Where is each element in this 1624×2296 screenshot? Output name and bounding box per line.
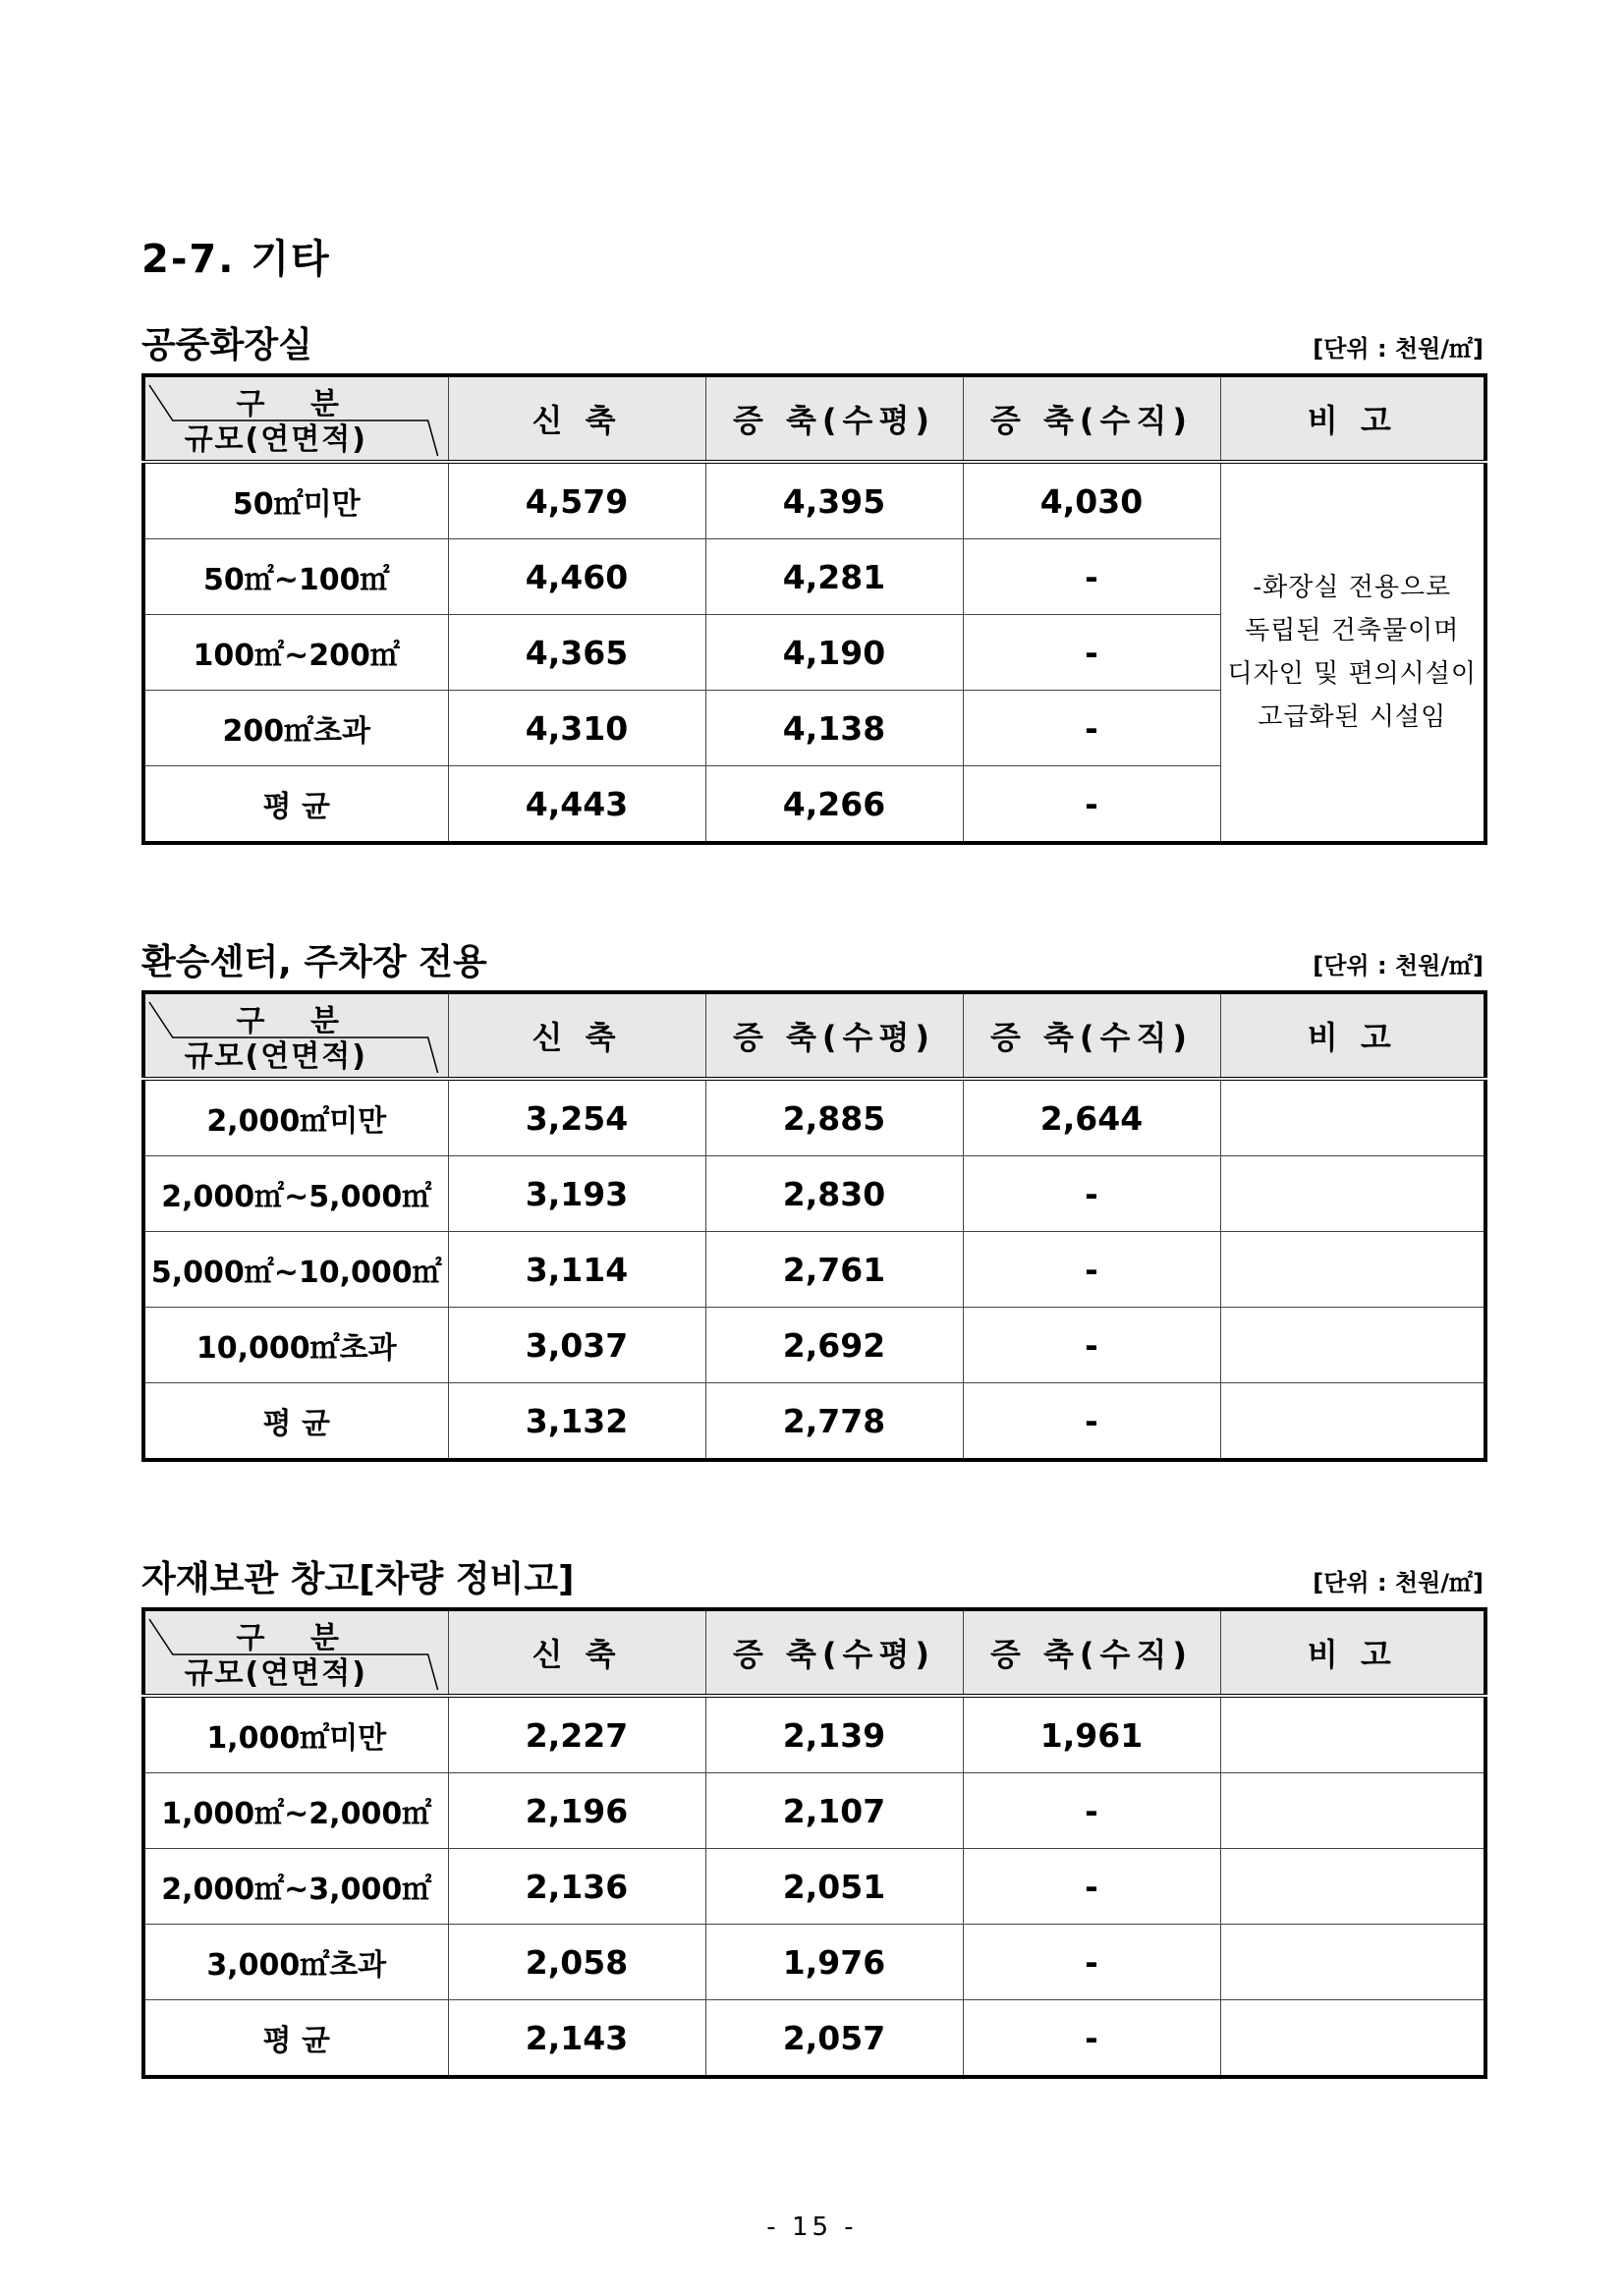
corner-top-label: 구 분 [236, 1004, 357, 1038]
table-row [143, 462, 1485, 539]
scale-cell: 10,000㎡초과 [143, 1308, 448, 1383]
corner-bottom-label: 규모(연면적) [184, 422, 367, 457]
table-title: 자재보관 창고[차량 정비고] [141, 1559, 575, 1599]
cost-table [141, 1607, 1487, 2079]
ext-vertical-cell: - [963, 1773, 1220, 1849]
ext-vertical-cell: - [963, 1383, 1220, 1461]
remark-cell [1220, 1079, 1485, 1156]
header-extension-vertical: 증 축(수직) [963, 375, 1220, 462]
header-row [143, 1609, 1485, 1696]
new-cost-cell: 3,114 [448, 1232, 705, 1308]
remark-cell [1220, 1925, 1485, 2000]
cost-table [141, 990, 1487, 1462]
unit-label: [단위 : 천원/㎡] [1313, 335, 1484, 363]
ext-vertical-cell: - [963, 539, 1220, 615]
remark-cell [1220, 1383, 1485, 1461]
table-row [143, 1156, 1485, 1232]
ext-vertical-cell: - [963, 1925, 1220, 2000]
ext-vertical-cell: - [963, 1308, 1220, 1383]
table-row [143, 1232, 1485, 1308]
header-row [143, 375, 1485, 462]
scale-cell: 5,000㎡~10,000㎡ [143, 1232, 448, 1308]
header-extension-vertical: 증 축(수직) [963, 1609, 1220, 1696]
new-cost-cell: 2,143 [448, 2000, 705, 2078]
corner-header [143, 992, 448, 1079]
cost-table-block [141, 941, 1484, 1462]
table-title: 공중화장실 [141, 325, 312, 365]
table-row [143, 2000, 1485, 2078]
new-cost-cell: 3,193 [448, 1156, 705, 1232]
scale-cell: 100㎡~200㎡ [143, 615, 448, 691]
section-heading: 2-7. 기타 [141, 237, 331, 282]
remark-cell [1220, 1849, 1485, 1925]
ext-horizontal-cell: 2,107 [705, 1773, 963, 1849]
header-row [143, 992, 1485, 1079]
table-row [143, 1079, 1485, 1156]
ext-vertical-cell: 2,644 [963, 1079, 1220, 1156]
header-extension-horizontal: 증 축(수평) [705, 375, 963, 462]
table-title: 환승센터, 주차장 전용 [141, 942, 487, 982]
corner-header [143, 1609, 448, 1696]
header-new: 신 축 [448, 375, 705, 462]
cost-table-block [141, 1558, 1484, 2079]
new-cost-cell: 4,310 [448, 691, 705, 766]
scale-cell: 50㎡~100㎡ [143, 539, 448, 615]
ext-horizontal-cell: 4,395 [705, 462, 963, 539]
table-row [143, 1773, 1485, 1849]
new-cost-cell: 2,136 [448, 1849, 705, 1925]
table-row [143, 1308, 1485, 1383]
new-cost-cell: 2,196 [448, 1773, 705, 1849]
remark-cell [1220, 1773, 1485, 1849]
table-row [143, 1696, 1485, 1773]
remark-cell [1220, 2000, 1485, 2078]
remark-line: -화장실 전용으로 [1253, 573, 1452, 602]
ext-vertical-cell: - [963, 766, 1220, 844]
ext-horizontal-cell: 2,051 [705, 1849, 963, 1925]
ext-horizontal-cell: 4,138 [705, 691, 963, 766]
header-remark: 비 고 [1220, 1609, 1485, 1696]
ext-horizontal-cell: 4,281 [705, 539, 963, 615]
corner-top-label: 구 분 [236, 387, 357, 421]
scale-cell: 평 균 [143, 1383, 448, 1461]
header-extension-horizontal: 증 축(수평) [705, 1609, 963, 1696]
ext-horizontal-cell: 4,190 [705, 615, 963, 691]
scale-cell: 평 균 [143, 2000, 448, 2078]
scale-cell: 3,000㎡초과 [143, 1925, 448, 2000]
remark-note [1220, 462, 1485, 843]
ext-horizontal-cell: 2,139 [705, 1696, 963, 1773]
scale-cell: 200㎡초과 [143, 691, 448, 766]
header-new: 신 축 [448, 1609, 705, 1696]
header-remark: 비 고 [1220, 992, 1485, 1079]
ext-vertical-cell: - [963, 2000, 1220, 2078]
table-row [143, 1849, 1485, 1925]
header-extension-horizontal: 증 축(수평) [705, 992, 963, 1079]
scale-cell: 2,000㎡미만 [143, 1079, 448, 1156]
table-header-line [141, 1558, 1484, 1607]
new-cost-cell: 4,579 [448, 462, 705, 539]
page-number: - 15 - [766, 2212, 858, 2242]
header-extension-vertical: 증 축(수직) [963, 992, 1220, 1079]
scale-cell: 1,000㎡미만 [143, 1696, 448, 1773]
ext-vertical-cell: 1,961 [963, 1696, 1220, 1773]
corner-bottom-label: 규모(연면적) [184, 1656, 367, 1691]
cost-table [141, 373, 1487, 845]
new-cost-cell: 4,460 [448, 539, 705, 615]
ext-vertical-cell: - [963, 1849, 1220, 1925]
scale-cell: 2,000㎡~5,000㎡ [143, 1156, 448, 1232]
ext-horizontal-cell: 2,057 [705, 2000, 963, 2078]
corner-header [143, 375, 448, 462]
ext-vertical-cell: - [963, 1232, 1220, 1308]
remark-cell [1220, 1696, 1485, 1773]
header-remark: 비 고 [1220, 375, 1485, 462]
ext-horizontal-cell: 2,778 [705, 1383, 963, 1461]
ext-vertical-cell: 4,030 [963, 462, 1220, 539]
remark-cell [1220, 1156, 1485, 1232]
new-cost-cell: 4,365 [448, 615, 705, 691]
new-cost-cell: 2,058 [448, 1925, 705, 2000]
unit-label: [단위 : 천원/㎡] [1313, 1569, 1484, 1596]
cost-table-block [141, 324, 1484, 845]
ext-horizontal-cell: 2,692 [705, 1308, 963, 1383]
new-cost-cell: 4,443 [448, 766, 705, 844]
remark-cell [1220, 1308, 1485, 1383]
remark-line: 고급화된 시설임 [1258, 702, 1447, 732]
scale-cell: 50㎡미만 [143, 462, 448, 539]
new-cost-cell: 3,254 [448, 1079, 705, 1156]
remark-line: 독립된 건축물이며 [1245, 616, 1460, 645]
scale-cell: 2,000㎡~3,000㎡ [143, 1849, 448, 1925]
corner-top-label: 구 분 [236, 1621, 357, 1655]
remark-cell [1220, 1232, 1485, 1308]
new-cost-cell: 2,227 [448, 1696, 705, 1773]
scale-cell: 1,000㎡~2,000㎡ [143, 1773, 448, 1849]
ext-vertical-cell: - [963, 691, 1220, 766]
table-header-line [141, 324, 1484, 373]
ext-horizontal-cell: 2,830 [705, 1156, 963, 1232]
new-cost-cell: 3,037 [448, 1308, 705, 1383]
header-new: 신 축 [448, 992, 705, 1079]
scale-cell: 평 균 [143, 766, 448, 844]
ext-vertical-cell: - [963, 615, 1220, 691]
ext-vertical-cell: - [963, 1156, 1220, 1232]
ext-horizontal-cell: 2,885 [705, 1079, 963, 1156]
ext-horizontal-cell: 1,976 [705, 1925, 963, 2000]
table-header-line [141, 941, 1484, 990]
corner-bottom-label: 규모(연면적) [184, 1039, 367, 1074]
unit-label: [단위 : 천원/㎡] [1313, 952, 1484, 980]
ext-horizontal-cell: 4,266 [705, 766, 963, 844]
new-cost-cell: 3,132 [448, 1383, 705, 1461]
ext-horizontal-cell: 2,761 [705, 1232, 963, 1308]
remark-line: 디자인 및 편의시설이 [1227, 659, 1478, 689]
table-row [143, 1925, 1485, 2000]
table-row [143, 1383, 1485, 1461]
